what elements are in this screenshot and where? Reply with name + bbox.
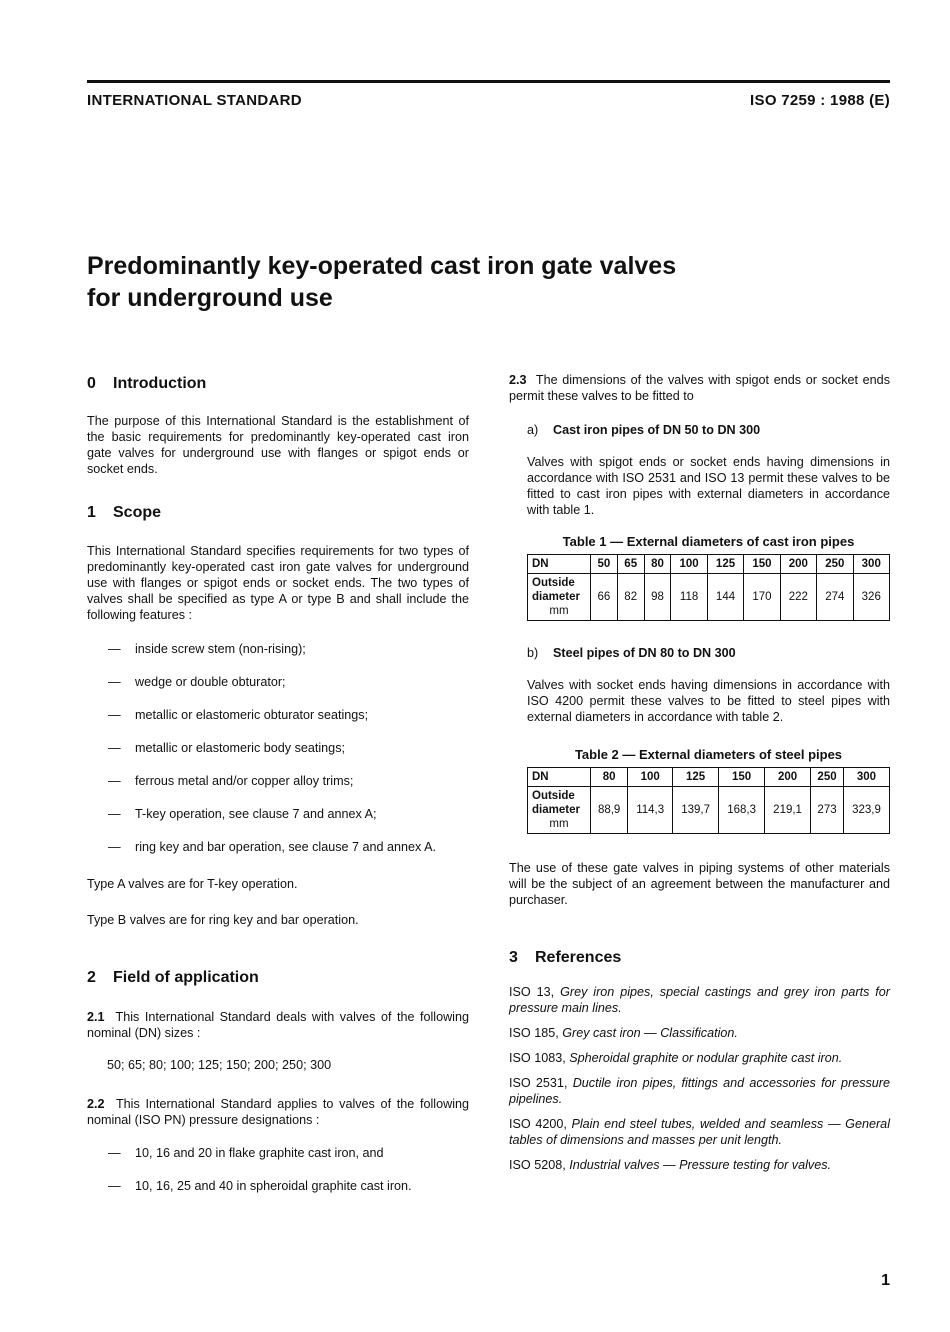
page-title bbox=[87, 250, 877, 314]
table-cell: 274 bbox=[817, 574, 853, 621]
table-cell: 114,3 bbox=[628, 787, 673, 834]
table-2 bbox=[527, 767, 890, 834]
list-item: — wedge or double obturator; bbox=[87, 674, 469, 707]
list-item: — metallic or elastomeric obturator seatings; bbox=[87, 707, 469, 740]
table-cell: 88,9 bbox=[591, 787, 628, 834]
section-0-heading: 0 Introduction bbox=[87, 375, 207, 392]
subclause-a-text: Valves with spigot ends or socket ends having dimensions in accordance with ISO 2531 and ISO 13 permit these valves to be fitted to cast iron pipes with external diameters in accordance with table 1. bbox=[527, 455, 890, 517]
table-cell: 125 bbox=[707, 555, 743, 574]
clause-2-1: 2.1 This International Standard deals with valves of the following nominal (DN) sizes : bbox=[87, 1010, 469, 1040]
table-cell: 200 bbox=[780, 555, 816, 574]
table-row: Outside diameter mm 88,9 114,3 139,7 168,3 219,1 273 323,9 bbox=[528, 787, 890, 834]
section-2-heading: 2 Field of application bbox=[87, 969, 259, 986]
table-1-caption: Table 1 — External diameters of cast iron pipes bbox=[562, 534, 855, 549]
table-row: Outside diameter mm 66 82 98 118 144 170 222 274 326 bbox=[528, 574, 890, 621]
clause-2-3: 2.3 The dimensions of the valves with spigot ends or socket ends permit these valves to be fitted to bbox=[509, 373, 890, 403]
table-row: DN 80 100 125 150 200 250 300 bbox=[528, 768, 890, 787]
table-cell: 80 bbox=[591, 768, 628, 787]
table-cell: 219,1 bbox=[765, 787, 811, 834]
other-materials-text: The use of these gate valves in piping systems of other materials will be the subject of an agreement between the manufacturer and purchaser. bbox=[509, 861, 890, 907]
type-a-text: Type A valves are for T-key operation. bbox=[87, 877, 298, 891]
references-list bbox=[509, 984, 890, 1173]
table-cell: 300 bbox=[843, 768, 889, 787]
list-item: ISO 5208, Industrial valves — Pressure testing for valves. bbox=[509, 1158, 831, 1172]
table-cell: 170 bbox=[744, 574, 780, 621]
pressure-list bbox=[87, 1145, 469, 1211]
table-cell: 50 bbox=[591, 555, 618, 574]
table-cell: 139,7 bbox=[673, 787, 719, 834]
table-cell: 150 bbox=[744, 555, 780, 574]
clause-2-2: 2.2 This International Standard applies to valves of the following nominal (ISO PN) pressure designations : bbox=[87, 1097, 469, 1127]
table-cell: 144 bbox=[707, 574, 743, 621]
list-item: — ferrous metal and/or copper alloy trims; bbox=[87, 773, 469, 806]
table-cell: 100 bbox=[628, 768, 673, 787]
table-cell: 200 bbox=[765, 768, 811, 787]
table-cell: 100 bbox=[671, 555, 707, 574]
table-cell: 125 bbox=[673, 768, 719, 787]
header-rule bbox=[87, 80, 890, 83]
table-cell: 80 bbox=[644, 555, 671, 574]
scope-feature-list bbox=[87, 641, 469, 872]
list-item: ISO 13, Grey iron pipes, special castings and grey iron parts for pressure main lines. bbox=[509, 985, 890, 1015]
table-cell: 66 bbox=[591, 574, 618, 621]
section-1-heading: 1 Scope bbox=[87, 504, 162, 521]
list-item: ISO 4200, Plain end steel tubes, welded and seamless — General tables of dimensions and masses per unit length. bbox=[509, 1117, 890, 1147]
table-2-caption: Table 2 — External diameters of steel pipes bbox=[574, 747, 843, 762]
table-cell: 98 bbox=[644, 574, 671, 621]
table-cell: 250 bbox=[817, 555, 853, 574]
table-1 bbox=[527, 554, 890, 621]
table-cell: 82 bbox=[617, 574, 644, 621]
left-column bbox=[87, 372, 469, 1211]
table-row: DN 50 65 80 100 125 150 200 250 300 bbox=[528, 555, 890, 574]
scope-text: This International Standard specifies requirements for two types of predominantly key-operated cast iron gate valves for underground use with flanges or spigot ends or socket ends. The two types of valves shall be specified as type A or type B and shall include the following features : bbox=[87, 544, 469, 622]
table-cell: 222 bbox=[780, 574, 816, 621]
table-cell: 323,9 bbox=[843, 787, 889, 834]
table-cell: 168,3 bbox=[719, 787, 765, 834]
subclause-b-heading: b) Steel pipes of DN 80 to DN 300 bbox=[527, 646, 736, 660]
title-line-2: for underground use bbox=[87, 284, 333, 312]
list-item: — metallic or elastomeric body seatings; bbox=[87, 740, 469, 773]
table-cell: 250 bbox=[811, 768, 844, 787]
table-cell: 118 bbox=[671, 574, 707, 621]
document-type: INTERNATIONAL STANDARD bbox=[87, 92, 302, 109]
table-cell: 65 bbox=[617, 555, 644, 574]
introduction-text: The purpose of this International Standard is the establishment of the basic requirements for predominantly key-operated cast iron gate valves for underground use with flanges or spigot ends or socket ends. bbox=[87, 414, 469, 476]
right-column bbox=[509, 372, 890, 1182]
list-item: — ring key and bar operation, see clause 7 and annex A. bbox=[87, 839, 469, 872]
list-item: ISO 1083, Spheroidal graphite or nodular graphite cast iron. bbox=[509, 1051, 843, 1065]
table-cell: 150 bbox=[719, 768, 765, 787]
page-number: 1 bbox=[881, 1272, 890, 1289]
list-item: ISO 185, Grey cast iron — Classification. bbox=[509, 1026, 738, 1040]
standard-number: ISO 7259 : 1988 (E) bbox=[750, 92, 890, 109]
table-cell: 273 bbox=[811, 787, 844, 834]
list-item: — inside screw stem (non-rising); bbox=[87, 641, 469, 674]
list-item: — 10, 16, 25 and 40 in spheroidal graphite cast iron. bbox=[87, 1178, 469, 1211]
list-item: — 10, 16 and 20 in flake graphite cast iron, and bbox=[87, 1145, 469, 1178]
type-b-text: Type B valves are for ring key and bar operation. bbox=[87, 913, 359, 927]
list-item: — T-key operation, see clause 7 and annex A; bbox=[87, 806, 469, 839]
nominal-sizes: 50; 65; 80; 100; 125; 150; 200; 250; 300 bbox=[107, 1058, 332, 1072]
title-line-1: Predominantly key-operated cast iron gate valves bbox=[87, 252, 677, 280]
table-cell: 300 bbox=[853, 555, 890, 574]
table-cell: 326 bbox=[853, 574, 890, 621]
subclause-a-heading: a) Cast iron pipes of DN 50 to DN 300 bbox=[527, 423, 761, 437]
subclause-b-text: Valves with socket ends having dimensions in accordance with ISO 4200 permit these valves to be fitted to steel pipes with external diameters in accordance with table 2. bbox=[527, 678, 890, 724]
section-3-heading: 3 References bbox=[509, 949, 622, 966]
list-item: ISO 2531, Ductile iron pipes, fittings and accessories for pressure pipelines. bbox=[509, 1076, 890, 1106]
